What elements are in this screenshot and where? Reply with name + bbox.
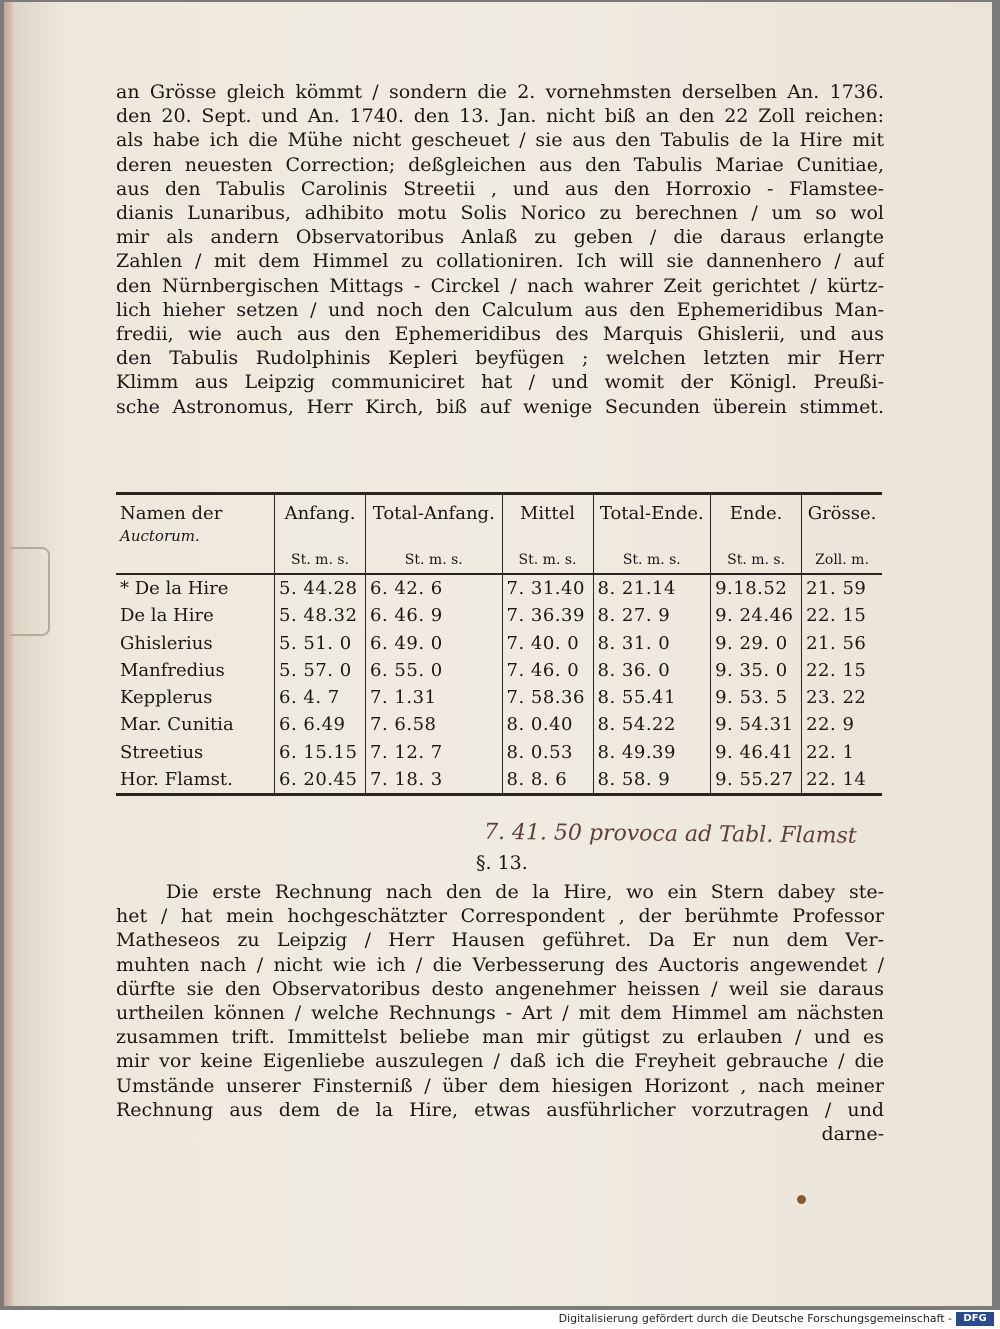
cell-anfang: 6. 4. 7 xyxy=(275,684,366,711)
cell-anfang: 6. 20.45 xyxy=(275,766,366,795)
text-line: dürfte sie den Observatoribus desto angenehmer heissen / weil sie daraus xyxy=(116,977,884,1000)
text-line: fredii, wie auch aus den Ephemeridibus des Marquis Ghislerii, und aus xyxy=(116,323,884,346)
text-line: als habe ich die Mühe nicht gescheuet / sie aus den Tabulis de la Hire mit xyxy=(116,129,884,152)
unit-blank xyxy=(116,547,275,574)
cell-total-ende: 8. 55.41 xyxy=(593,684,711,711)
text-line: Zahlen / mit dem Himmel zu collationiren. Ich will sie dannenhero / auf xyxy=(116,250,884,273)
section-number: §. 13. xyxy=(476,852,528,874)
cell-mittel: 8. 0.40 xyxy=(502,711,593,738)
text-line: Die erste Rechnung nach den de la Hire, wo ein Stern dabey ste- xyxy=(166,881,884,903)
cell-total-ende: 8. 27. 9 xyxy=(593,602,711,629)
col-header-total-anfang: Total-Anfang. xyxy=(366,494,502,548)
cell-total-ende: 8. 49.39 xyxy=(593,739,711,766)
text-line: Matheseos zu Leipzig / Herr Hausen geführet. Da Er nun dem Ver- xyxy=(116,929,884,952)
unit-anfang: St. m. s. xyxy=(275,547,366,574)
author-name: Streetius xyxy=(120,741,204,763)
cell-total-ende: 8. 31. 0 xyxy=(593,630,711,657)
cell-total-anfang: 6. 46. 9 xyxy=(366,602,502,629)
author-name: Manfredius xyxy=(120,659,225,681)
text-line: aus den Tabulis Carolinis Streetii , und aus den Horroxio - Flamstee- xyxy=(116,177,884,200)
author-name: Ghislerius xyxy=(120,632,213,654)
cell-total-anfang: 7. 12. 7 xyxy=(366,739,502,766)
cell-mittel: 8. 8. 6 xyxy=(502,766,593,795)
text-line: Klimm aus Leipzig communiciret hat / und womit der Königl. Preußi- xyxy=(116,371,884,394)
text-line: deren neuesten Correction; deßgleichen aus den Tabulis Mariae Cunitiae, xyxy=(116,153,884,176)
cell-total-anfang: 7. 1.31 xyxy=(366,684,502,711)
cell-mittel: 7. 31.40 xyxy=(502,574,593,602)
author-name: Hor. Flamst. xyxy=(116,766,275,795)
unit-groesse: Zoll. m. xyxy=(802,547,882,574)
cell-ende: 9. 35. 0 xyxy=(711,657,802,684)
cell-groesse: 21. 56 xyxy=(802,630,882,657)
text-line: Umstände unserer Finsterniß / über dem hiesigen Horizont , nach meiner xyxy=(116,1074,884,1097)
col-header-anfang: Anfang. xyxy=(275,494,366,548)
cell-ende: 9. 46.41 xyxy=(711,739,802,766)
cell-anfang: 5. 48.32 xyxy=(275,602,366,629)
cell-total-anfang: 7. 18. 3 xyxy=(366,766,502,795)
cell-total-anfang: 6. 49. 0 xyxy=(366,630,502,657)
page-clip-mark xyxy=(10,547,50,636)
cell-mittel: 7. 40. 0 xyxy=(502,630,593,657)
author-name: Kepplerus xyxy=(120,687,213,709)
table-row xyxy=(116,630,882,657)
cell-groesse: 23. 22 xyxy=(802,684,882,711)
text-line: dianis Lunaribus, adhibito motu Solis Norico zu berechnen / um so wol xyxy=(116,202,884,225)
page-paper xyxy=(4,2,992,1306)
text-line: den Tabulis Rudolphinis Kepleri beyfügen ; welchen letzten mir Herr xyxy=(116,347,884,370)
top-paragraph xyxy=(116,80,884,419)
author-name: Mar. Cunitia xyxy=(120,714,234,736)
footer-bar xyxy=(0,1310,1000,1329)
cell-total-ende: 8. 58. 9 xyxy=(593,766,711,795)
cell-groesse: 22. 14 xyxy=(802,766,882,795)
ink-spot xyxy=(797,1195,806,1204)
unit-mittel: St. m. s. xyxy=(502,547,593,574)
cell-total-ende: 8. 54.22 xyxy=(593,711,711,738)
cell-ende: 9. 24.46 xyxy=(711,602,802,629)
table-row xyxy=(116,602,882,629)
cell-mittel: 7. 36.39 xyxy=(502,602,593,629)
table-row xyxy=(116,766,882,795)
col-header-names-label: Namen der xyxy=(120,503,223,524)
col-header-mittel: Mittel xyxy=(502,494,593,548)
cell-groesse: 22. 9 xyxy=(802,711,882,738)
cell-total-ende: 8. 36. 0 xyxy=(593,657,711,684)
cell-total-ende: 8. 21.14 xyxy=(593,574,711,602)
text-line: den Nürnbergischen Mittags - Circkel / nach wahrer Zeit gerichtet / kürtz- xyxy=(116,274,884,297)
table-row xyxy=(116,739,882,766)
col-header-total-ende: Total-Ende. xyxy=(593,494,711,548)
book-edge xyxy=(4,2,13,1306)
unit-total-anfang: St. m. s. xyxy=(366,547,502,574)
cell-anfang: 5. 44.28 xyxy=(275,574,366,602)
author-name: * De la Hire xyxy=(120,578,229,599)
cell-ende: 9.18.52 xyxy=(711,574,802,602)
col-header-groesse: Grösse. xyxy=(802,494,882,548)
table-row xyxy=(116,684,882,711)
cell-anfang: 6. 15.15 xyxy=(275,739,366,766)
table-row xyxy=(116,711,882,738)
eclipse-table xyxy=(116,492,882,796)
table-row xyxy=(116,574,882,602)
cell-groesse: 22. 1 xyxy=(802,739,882,766)
cell-ende: 9. 55.27 xyxy=(711,766,802,795)
text-line: den 20. Sept. und An. 1740. den 13. Jan. nicht biß an den 22 Zoll reichen: xyxy=(116,105,884,128)
cell-mittel: 7. 46. 0 xyxy=(502,657,593,684)
unit-total-ende: St. m. s. xyxy=(593,547,711,574)
cell-groesse: 21. 59 xyxy=(802,574,882,602)
catchword: darne- xyxy=(821,1123,884,1146)
funding-notice: Digitalisierung gefördert durch die Deutsche Forschungsgemeinschaft - xyxy=(558,1312,952,1325)
text-line: an Grösse gleich kömmt / sondern die 2. vornehmsten derselben An. 1736. xyxy=(116,81,884,103)
auctor-times-table xyxy=(116,492,882,796)
text-line: mir als andern Observatoribus Anlaß zu geben / die daraus erlangte xyxy=(116,226,884,249)
handwritten-annotation: 7. 41. 50 provoca ad Tabl. Flamst xyxy=(483,819,857,849)
cell-total-anfang: 6. 55. 0 xyxy=(366,657,502,684)
dfg-logo: DFG xyxy=(956,1312,994,1326)
text-line: sche Astronomus, Herr Kirch, biß auf wenige Secunden überein stimmet. xyxy=(116,395,884,418)
table-row xyxy=(116,657,882,684)
cell-mittel: 8. 0.53 xyxy=(502,739,593,766)
cell-groesse: 22. 15 xyxy=(802,657,882,684)
cell-total-anfang: 7. 6.58 xyxy=(366,711,502,738)
cell-total-anfang: 6. 42. 6 xyxy=(366,574,502,602)
text-line: urtheilen können / welche Rechnungs - Art / mit dem Himmel am nächsten xyxy=(116,1002,884,1025)
text-line: mir vor keine Eigenliebe auszulegen / daß ich die Freyheit gebrauche / die xyxy=(116,1050,884,1073)
cell-anfang: 6. 6.49 xyxy=(275,711,366,738)
col-header-names-sub: Auctorum. xyxy=(120,527,200,545)
text-line: het / hat mein hochgeschätzter Correspondent , der berühmte Professor xyxy=(116,905,884,928)
text-line: zusammen trift. Immittelst beliebe man mir gütigst zu erlauben / und es xyxy=(116,1026,884,1049)
cell-mittel: 7. 58.36 xyxy=(502,684,593,711)
text-line: muhten nach / nicht wie ich / die Verbesserung des Auctoris angewendet / xyxy=(116,953,884,976)
cell-ende: 9. 29. 0 xyxy=(711,630,802,657)
cell-anfang: 5. 51. 0 xyxy=(275,630,366,657)
col-header-ende: Ende. xyxy=(711,494,802,548)
col-header-names xyxy=(116,494,275,548)
bottom-paragraph xyxy=(116,880,884,1146)
cell-anfang: 5. 57. 0 xyxy=(275,657,366,684)
unit-ende: St. m. s. xyxy=(711,547,802,574)
cell-ende: 9. 53. 5 xyxy=(711,684,802,711)
text-line: Rechnung aus dem de la Hire, etwas ausführlicher vorzutragen / und xyxy=(116,1098,884,1121)
cell-ende: 9. 54.31 xyxy=(711,711,802,738)
cell-groesse: 22. 15 xyxy=(802,602,882,629)
text-line: lich hieher setzen / und noch den Calculum aus den Ephemeridibus Man- xyxy=(116,298,884,321)
author-name: De la Hire xyxy=(120,605,214,627)
